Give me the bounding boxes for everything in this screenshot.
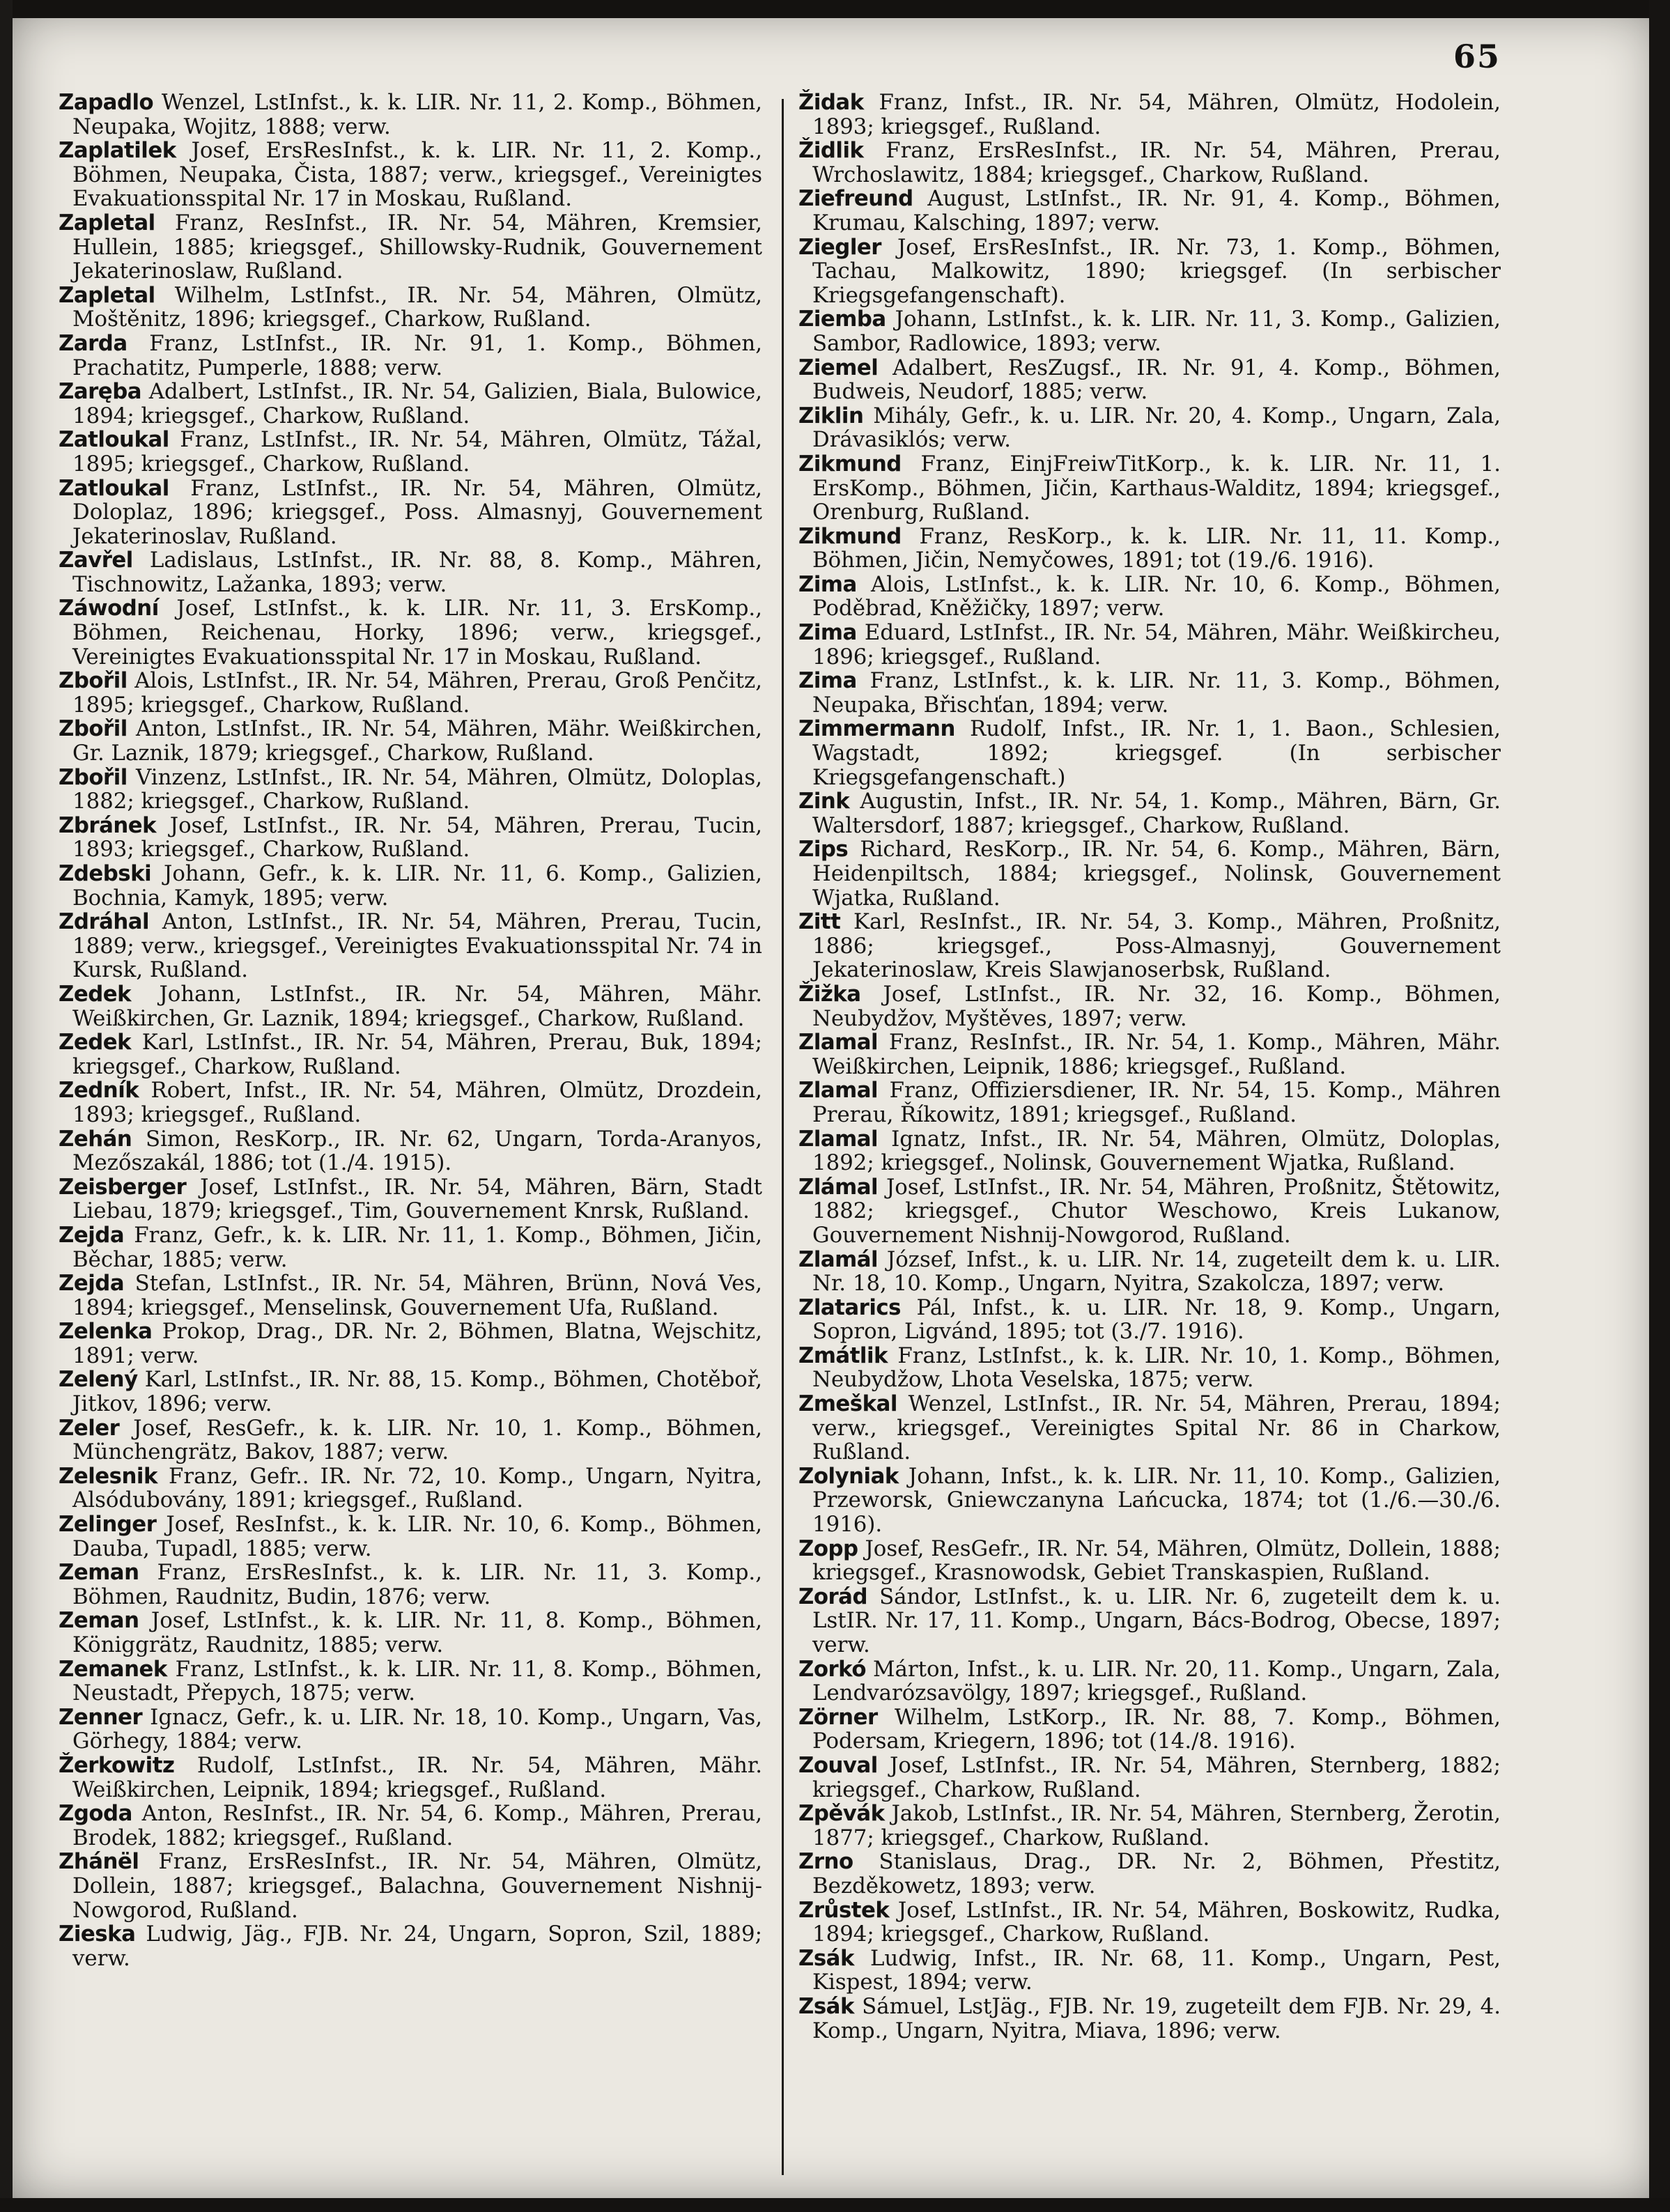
entry-surname: Zsák [798, 1993, 854, 2019]
entry-details: Wenzel, LstInfst., IR. Nr. 54, Mähren, Prerau, 1894; verw., kriegsgef., Vereinigtes Spital Nr. 86 in Charkow, Rußland. [812, 1391, 1501, 1465]
register-entry [798, 1248, 1501, 1296]
entry-surname: Zima [798, 668, 857, 694]
register-entry [59, 1561, 762, 1609]
register-entry [59, 717, 762, 765]
entry-details: Anton, ResInfst., IR. Nr. 54, 6. Komp., Mähren, Prerau, Brodek, 1882; kriegsgef., Rußland. [72, 1801, 763, 1850]
entry-details: Prokop, Drag., DR. Nr. 2, Böhmen, Blatna, Wejschitz, 1891; verw. [72, 1319, 762, 1368]
entry-surname: Ziefreund [798, 186, 913, 212]
register-entry [798, 1464, 1501, 1537]
column-divider [782, 99, 784, 2175]
entry-surname: Zlatarics [798, 1294, 902, 1320]
register-entry [798, 525, 1501, 573]
register-entry [798, 187, 1501, 235]
entry-surname: Zemanek [59, 1656, 167, 1682]
entry-details: Richard, ResKorp., IR. Nr. 54, 6. Komp., Mähren, Bärn, Heidenpiltsch, 1884; kriegsgef., Nolinsk, Gouvernement Wjatka, Rußland. [812, 837, 1501, 911]
register-entry [59, 1271, 762, 1320]
entry-surname: Zaplatilek [59, 138, 176, 164]
register-entry [59, 1754, 762, 1802]
entry-surname: Zeman [59, 1608, 139, 1634]
entry-surname: Zink [798, 789, 850, 814]
register-entry [59, 91, 762, 139]
entry-details: Franz, Offiziersdiener, IR. Nr. 54, 15. Komp., Mähren Prerau, Říkowitz, 1891; kriegsgef., Rußland. [812, 1078, 1501, 1127]
register-entry [798, 1802, 1501, 1850]
register-entry [798, 356, 1501, 404]
entry-details: Karl, LstInfst., IR. Nr. 54, Mähren, Prerau, Buk, 1894; kriegsgef., Charkow, Rußland. [72, 1030, 763, 1079]
entry-details: Alois, LstInfst., k. k. LIR. Nr. 10, 6. Komp., Böhmen, Poděbrad, Kněžičky, 1897; verw. [812, 571, 1501, 621]
entry-surname: Žerkowitz [59, 1752, 175, 1778]
entry-surname: Zelesnik [59, 1463, 157, 1489]
entry-details: Franz, Infst., IR. Nr. 54, Mähren, Olmütz, Hodolein, 1893; kriegsgef., Rußland. [812, 90, 1501, 139]
entry-surname: Zrůstek [798, 1897, 890, 1923]
entry-surname: Zolyniak [798, 1463, 899, 1489]
entry-surname: Ziegler [798, 234, 881, 260]
entry-surname: Zlamal [798, 1030, 879, 1055]
register-entry [59, 1464, 762, 1513]
entry-details: Josef, LstInfst., IR. Nr. 54, Mähren, Sternberg, 1882; kriegsgef., Charkow, Rußland. [812, 1752, 1501, 1802]
register-entry [798, 837, 1501, 910]
register-entry [798, 1585, 1501, 1657]
entry-surname: Zikmund [798, 451, 902, 477]
register-entry [59, 380, 762, 428]
register-entry [798, 910, 1501, 982]
entry-details: Josef, ErsResInfst., k. k. LIR. Nr. 11, 2. Komp., Böhmen, Neupaka, Čista, 1887; verw., kriegsgef., Vereinigtes Evakuationsspital Nr. 17 in Moskau, Rußland. [72, 138, 763, 212]
register-entry [798, 235, 1501, 308]
entry-surname: Zlámal [798, 1174, 879, 1200]
register-entry [59, 332, 762, 380]
register-entry [59, 1802, 762, 1850]
register-entry [798, 621, 1501, 669]
register-entry [798, 452, 1501, 525]
register-entry [798, 1947, 1501, 1995]
entry-surname: Zörner [798, 1704, 878, 1730]
entry-details: Karl, LstInfst., IR. Nr. 88, 15. Komp., Böhmen, Chotěboř, Jitkov, 1896; verw. [72, 1367, 762, 1417]
entry-details: Wilhelm, LstInfst., IR. Nr. 54, Mähren, Olmütz, Moštěnitz, 1896; kriegsgef., Charkow, Rußland. [72, 282, 762, 332]
register-entry [59, 1223, 762, 1271]
register-entry [798, 982, 1501, 1030]
entry-details: August, LstInfst., IR. Nr. 91, 4. Komp., Böhmen, Krumau, Kalsching, 1897; verw. [812, 186, 1501, 235]
entry-details: Rudolf, Infst., IR. Nr. 1, 1. Baon., Schlesien, Wagstadt, 1892; kriegsgef. (In serbischer Kriegsgefangenschaft.) [812, 716, 1501, 790]
register-entry [798, 717, 1501, 789]
entry-details: Franz, LstInfst., k. k. LIR. Nr. 11, 8. Komp., Böhmen, Neustadt, Přepych, 1875; verw. [72, 1656, 762, 1706]
entry-surname: Ziemba [798, 307, 886, 332]
entry-details: Josef, ErsResInfst., IR. Nr. 73, 1. Komp., Böhmen, Tachau, Malkowitz, 1890; kriegsgef. (In serbischer Kriegsgefangenschaft). [812, 234, 1501, 308]
entry-details: Stanislaus, Drag., DR. Nr. 2, Böhmen, Přestitz, Bezděkowetz, 1893; verw. [812, 1849, 1501, 1898]
entry-surname: Zhánël [59, 1849, 139, 1875]
entry-details: Robert, Infst., IR. Nr. 54, Mähren, Olmütz, Drozdein, 1893; kriegsgef., Rußland. [72, 1078, 762, 1127]
entry-surname: Zarda [59, 330, 127, 356]
right-column [798, 91, 1501, 2043]
entry-details: Franz, LstInfst., IR. Nr. 91, 1. Komp., Böhmen, Prachatitz, Pumperle, 1888; verw. [72, 330, 762, 380]
entry-details: Franz, LstInfst., k. k. LIR. Nr. 10, 1. Komp., Böhmen, Neubydžow, Lhota Veselska, 1875; verw. [812, 1343, 1501, 1393]
register-entry [798, 1392, 1501, 1464]
register-entry [798, 789, 1501, 837]
register-entry [59, 139, 762, 211]
entry-surname: Zapadlo [59, 90, 154, 115]
entry-surname: Zrno [798, 1849, 853, 1875]
entry-surname: Zima [798, 571, 857, 597]
entry-details: Johann, LstInfst., IR. Nr. 54, Mähren, Mähr. Weißkirchen, Gr. Laznik, 1894; kriegsgef., Charkow, Rußland. [72, 981, 762, 1031]
register-entry [59, 766, 762, 814]
entry-surname: Zapletal [59, 282, 155, 308]
entry-details: Franz, Gefr., k. k. LIR. Nr. 11, 1. Komp., Böhmen, Jičin, Běchar, 1885; verw. [72, 1222, 762, 1272]
entry-details: József, Infst., k. u. LIR. Nr. 14, zugeteilt dem k. u. LIR. Nr. 18, 10. Komp., Ungarn, Nyitra, Szakolcza, 1897; verw. [812, 1246, 1501, 1297]
entry-surname: Zatloukal [59, 475, 169, 501]
register-entry [59, 1078, 762, 1127]
entry-surname: Zpěvák [798, 1801, 885, 1827]
entry-details: Anton, LstInfst., IR. Nr. 54, Mähren, Mähr. Weißkirchen, Gr. Laznik, 1879; kriegsgef., Charkow, Rußland. [72, 716, 762, 766]
entry-details: Franz, Gefr.. IR. Nr. 72, 10. Komp., Ungarn, Nyitra, Alsódubovány, 1891; kriegsgef., Rußland. [72, 1463, 762, 1513]
register-entry [798, 573, 1501, 621]
register-entry [59, 1657, 762, 1706]
entry-surname: Zehán [59, 1126, 132, 1152]
register-entry [59, 1320, 762, 1368]
scan-edge-left [0, 0, 13, 2212]
entry-surname: Zedek [59, 1030, 132, 1055]
register-entry [59, 1513, 762, 1561]
register-entry [59, 477, 762, 549]
register-entry [59, 1368, 762, 1416]
entry-surname: Zmátlik [798, 1343, 888, 1368]
entry-surname: Zelinger [59, 1512, 157, 1538]
register-entry [798, 1078, 1501, 1127]
register-entry [59, 1922, 762, 1970]
register-entry [59, 1850, 762, 1922]
entry-details: Johann, Gefr., k. k. LIR. Nr. 11, 6. Komp., Galizien, Bochnia, Kamyk, 1895; verw. [72, 861, 762, 911]
entry-details: Josef, LstInfst., k. k. LIR. Nr. 11, 8. Komp., Böhmen, Königgrätz, Raudnitz, 1885; verw. [72, 1608, 762, 1657]
entry-details: Josef, ResGefr., IR. Nr. 54, Mähren, Olmütz, Dollein, 1888; kriegsgef., Krasnowodsk, Gebiet Transkaspien, Rußland. [812, 1536, 1501, 1586]
left-column [59, 91, 762, 1970]
entry-details: Ludwig, Jäg., FJB. Nr. 24, Ungarn, Sopron, Szil, 1889; verw. [72, 1921, 762, 1971]
entry-surname: Zgoda [59, 1801, 132, 1827]
register-entry [59, 548, 762, 596]
entry-details: Franz, LstInfst., IR. Nr. 54, Mähren, Olmütz, Doloplaz, 1896; kriegsgef., Poss. Almasnyj, Gouvernement Jekaterinoslav, Rußland. [72, 475, 762, 549]
entry-details: Franz, ErsResInfst., IR. Nr. 54, Mähren, Prerau, Wrchoslawitz, 1884; kriegsgef., Charkow, Rußland. [812, 138, 1501, 187]
entry-details: Adalbert, LstInfst., IR. Nr. 54, Galizien, Biala, Bulowice, 1894; kriegsgef., Charkow, Rußland. [72, 379, 762, 428]
entry-surname: Zenner [59, 1704, 143, 1730]
register-entry [59, 1175, 762, 1223]
entry-details: Franz, EinjFreiwTitKorp., k. k. LIR. Nr. 11, 1. ErsKomp., Böhmen, Jičin, Karthaus-Walditz, 1894; kriegsgef., Orenburg, Rußland. [812, 451, 1501, 525]
entry-details: Vinzenz, LstInfst., IR. Nr. 54, Mähren, Olmütz, Doloplas, 1882; kriegsgef., Charkow, Rußland. [72, 764, 762, 814]
entry-surname: Zmeškal [798, 1391, 897, 1417]
entry-surname: Židlik [798, 138, 864, 164]
entry-surname: Zbořil [59, 668, 127, 694]
entry-surname: Zaręba [59, 379, 142, 405]
entry-surname: Zopp [798, 1536, 858, 1561]
register-entry [59, 1706, 762, 1754]
entry-surname: Židak [798, 90, 864, 115]
register-entry [798, 1296, 1501, 1344]
entry-details: Franz, LstInfst., IR. Nr. 54, Mähren, Olmütz, Tážal, 1895; kriegsgef., Charkow, Rußland. [72, 427, 762, 477]
entry-details: Sándor, LstInfst., k. u. LIR. Nr. 6, zugeteilt dem k. u. LstIR. Nr. 17, 11. Komp., Ungarn, Bács-Bodrog, Obecse, 1897; verw. [812, 1584, 1501, 1657]
entry-details: Alois, LstInfst., IR. Nr. 54, Mähren, Prerau, Groß Penčitz, 1895; kriegsgef., Charkow, Rußland. [72, 668, 762, 718]
register-entry [59, 211, 762, 284]
entry-details: Mihály, Gefr., k. u. LIR. Nr. 20, 4. Komp., Ungarn, Zala, Drávasiklós; verw. [812, 403, 1501, 453]
entry-details: Wenzel, LstInfst., k. k. LIR. Nr. 11, 2. Komp., Böhmen, Neupaka, Wojitz, 1888; verw. [72, 90, 762, 139]
register-entry [798, 1754, 1501, 1802]
entry-details: Josef, ResGefr., k. k. LIR. Nr. 10, 1. Komp., Böhmen, Münchengrätz, Bakov, 1887; verw. [72, 1415, 762, 1465]
entry-details: Josef, LstInfst., IR. Nr. 54, Mähren, Bärn, Stadt Liebau, 1879; kriegsgef., Tim, Gouvernement Knrsk, Rußland. [72, 1174, 762, 1224]
register-entry [59, 428, 762, 476]
entry-surname: Zejda [59, 1222, 125, 1248]
register-entry [798, 1657, 1501, 1706]
register-entry [59, 862, 762, 910]
entry-surname: Zapletal [59, 210, 155, 235]
register-entry [59, 814, 762, 862]
entry-details: Rudolf, LstInfst., IR. Nr. 54, Mähren, Mähr. Weißkirchen, Leipnik, 1894; kriegsgef., Rußland. [72, 1752, 762, 1802]
entry-surname: Zdebski [59, 861, 152, 886]
entry-details: Ladislaus, LstInfst., IR. Nr. 88, 8. Komp., Mähren, Tischnowitz, Lažanka, 1893; verw. [72, 548, 762, 597]
page-number: 65 [1453, 38, 1501, 75]
entry-details: Simon, ResKorp., IR. Nr. 62, Ungarn, Torda-Aranyos, Mezőszakál, 1886; tot (1./4. 1915). [72, 1126, 762, 1176]
entry-details: Josef, LstInfst., IR. Nr. 32, 16. Komp., Böhmen, Neubydžov, Myštěves, 1897; verw. [812, 981, 1501, 1031]
entry-details: Josef, LstInfst., k. k. LIR. Nr. 11, 3. ErsKomp., Böhmen, Reichenau, Horky, 1896; verw., kriegsgef., Vereinigtes Evakuationsspital Nr. 17 in Moskau, Rußland. [72, 596, 762, 670]
entry-details: Josef, LstInfst., IR. Nr. 54, Mähren, Prerau, Tucin, 1893; kriegsgef., Charkow, Rußland. [72, 812, 762, 863]
entry-surname: Zavřel [59, 548, 133, 573]
scan-edge-bottom [0, 2198, 1670, 2212]
register-entry [59, 1609, 762, 1657]
entry-details: Franz, ResInfst., IR. Nr. 54, 1. Komp., Mähren, Mähr. Weißkirchen, Leipnik, 1886; kriegsgef., Rußland. [812, 1030, 1501, 1079]
register-entry [798, 669, 1501, 717]
entry-surname: Zima [798, 620, 857, 646]
register-entry [798, 1537, 1501, 1585]
register-entry [798, 139, 1501, 187]
entry-surname: Zlamal [798, 1078, 879, 1104]
register-entry [59, 910, 762, 982]
entry-details: Eduard, LstInfst., IR. Nr. 54, Mähren, Mähr. Weißkircheu, 1896; kriegsgef., Rußland. [812, 620, 1501, 670]
register-entry [798, 1706, 1501, 1754]
entry-surname: Zbořil [59, 716, 127, 742]
entry-details: Johann, Infst., k. k. LIR. Nr. 11, 10. Komp., Galizien, Przeworsk, Gniewczanyna Lańcucka, 1874; tot (1./6.—30./6. 1916). [812, 1463, 1501, 1538]
entry-surname: Zejda [59, 1271, 125, 1297]
entry-surname: Zeler [59, 1415, 120, 1441]
entry-details: Ludwig, Infst., IR. Nr. 68, 11. Komp., Ungarn, Pest, Kispest, 1894; verw. [812, 1945, 1501, 1995]
scan-edge-right [1649, 0, 1670, 2212]
entry-details: Franz, LstInfst., k. k. LIR. Nr. 11, 3. Komp., Böhmen, Neupaka, Břischťan, 1894; verw. [812, 668, 1501, 718]
register-entry [798, 1030, 1501, 1078]
register-entry [798, 1127, 1501, 1175]
register-entry [798, 1850, 1501, 1898]
entry-surname: Zedník [59, 1078, 139, 1104]
register-entry [798, 1344, 1501, 1392]
entry-surname: Zikmund [798, 523, 902, 549]
entry-surname: Zouval [798, 1752, 878, 1778]
register-entry [59, 284, 762, 332]
entry-surname: Zelený [59, 1367, 138, 1393]
entry-details: Ignatz, Infst., IR. Nr. 54, Mähren, Olmütz, Doloplas, 1892; kriegsgef., Nolinsk, Gouvernement Wjatka, Rußland. [812, 1126, 1501, 1176]
entry-details: Josef, LstInfst., IR. Nr. 54, Mähren, Boskowitz, Rudka, 1894; kriegsgef., Charkow, Rußland. [812, 1897, 1501, 1947]
entry-surname: Zedek [59, 981, 132, 1007]
register-entry [59, 982, 762, 1030]
scan-edge-top [0, 0, 1670, 18]
register-entry [798, 1175, 1501, 1248]
entry-details: Márton, Infst., k. u. LIR. Nr. 20, 11. Komp., Ungarn, Zala, Lendvarózsavölgy, 1897; kriegsgef., Rußland. [812, 1656, 1501, 1706]
register-entry [59, 1030, 762, 1078]
entry-surname: Zlamal [798, 1126, 879, 1152]
entry-surname: Zbořil [59, 764, 127, 790]
entry-details: Josef, LstInfst., IR. Nr. 54, Mähren, Proßnitz, Štětowitz, 1882; kriegsgef., Chutor Weschowo, Kreis Lukanow, Gouvernement Nishnij-Nowgorod, Rußland. [812, 1174, 1501, 1248]
entry-details: Augustin, Infst., IR. Nr. 54, 1. Komp., Mähren, Bärn, Gr. Waltersdorf, 1887; kriegsgef., Charkow, Rußland. [812, 789, 1501, 838]
entry-details: Stefan, LstInfst., IR. Nr. 54, Mähren, Brünn, Nová Ves, 1894; kriegsgef., Menselinsk, Gouvernement Ufa, Rußland. [72, 1271, 763, 1320]
entry-surname: Zsák [798, 1945, 854, 1971]
entry-surname: Zelenka [59, 1319, 153, 1345]
entry-surname: Záwodní [59, 596, 159, 621]
entry-surname: Ziklin [798, 403, 864, 428]
entry-surname: Zitt [798, 909, 841, 935]
entry-details: Josef, ResInfst., k. k. LIR. Nr. 10, 6. Komp., Böhmen, Dauba, Tupadl, 1885; verw. [72, 1512, 763, 1561]
entry-details: Adalbert, ResZugsf., IR. Nr. 91, 4. Komp., Böhmen, Budweis, Neudorf, 1885; verw. [812, 355, 1501, 405]
entry-details: Ignacz, Gefr., k. u. LIR. Nr. 18, 10. Komp., Ungarn, Vas, Görhegy, 1884; verw. [72, 1704, 762, 1754]
entry-details: Anton, LstInfst., IR. Nr. 54, Mähren, Prerau, Tucin, 1889; verw., kriegsgef., Vereinigtes Evakuationsspital Nr. 74 in Kursk, Rußland. [72, 909, 763, 983]
entry-details: Franz, ErsResInfst., IR. Nr. 54, Mähren, Olmütz, Dollein, 1887; kriegsgef., Balachna, Gouvernement Nishnij-Nowgorod, Rußland. [72, 1849, 762, 1923]
entry-details: Jakob, LstInfst., IR. Nr. 54, Mähren, Sternberg, Žerotin, 1877; kriegsgef., Charkow, Rußland. [812, 1801, 1501, 1850]
entry-details: Sámuel, LstJäg., FJB. Nr. 19, zugeteilt dem FJB. Nr. 29, 4. Komp., Ungarn, Nyitra, Miava, 1896; verw. [812, 1993, 1501, 2043]
entry-surname: Zieska [59, 1921, 136, 1947]
entry-surname: Zbránek [59, 812, 157, 838]
entry-details: Wilhelm, LstKorp., IR. Nr. 88, 7. Komp., Böhmen, Podersam, Kriegern, 1896; tot (14./8. 1916). [812, 1704, 1501, 1754]
entry-surname: Zeisberger [59, 1174, 187, 1200]
entry-surname: Zatloukal [59, 427, 169, 453]
entry-surname: Zips [798, 837, 849, 863]
entry-surname: Zdráhal [59, 909, 150, 935]
entry-surname: Zeman [59, 1560, 139, 1586]
entry-details: Karl, ResInfst., IR. Nr. 54, 3. Komp., Mähren, Proßnitz, 1886; kriegsgef., Poss-Almasnyj, Gouvernement Jekaterinoslaw, Kreis Slawjanoserbsk, Rußland. [812, 909, 1501, 983]
entry-surname: Žižka [798, 981, 861, 1007]
register-entry [798, 307, 1501, 355]
register-entry [798, 1898, 1501, 1947]
entry-details: Pál, Infst., k. u. LIR. Nr. 18, 9. Komp., Ungarn, Sopron, Ligvánd, 1895; tot (3./7. 1916). [812, 1294, 1501, 1345]
entry-details: Franz, ResKorp., k. k. LIR. Nr. 11, 11. Komp., Böhmen, Jičin, Nemyčowes, 1891; tot (19./6. 1916). [812, 523, 1501, 573]
entry-surname: Zimmermann [798, 716, 955, 742]
entry-surname: Zorkó [798, 1656, 866, 1682]
entry-details: Franz, ResInfst., IR. Nr. 54, Mähren, Kremsier, Hullein, 1885; kriegsgef., Shillowsky-Rudnik, Gouvernement Jekaterinoslaw, Rußland. [72, 210, 763, 284]
register-entry [59, 1416, 762, 1464]
entry-surname: Zlamál [798, 1246, 879, 1272]
entry-surname: Ziemel [798, 355, 879, 380]
register-entry [798, 91, 1501, 139]
register-entry [59, 596, 762, 669]
register-entry [798, 404, 1501, 452]
register-entry [59, 669, 762, 717]
entry-details: Franz, ErsResInfst., k. k. LIR. Nr. 11, 3. Komp., Böhmen, Raudnitz, Budin, 1876; verw. [72, 1560, 762, 1609]
entry-details: Johann, LstInfst., k. k. LIR. Nr. 11, 3. Komp., Galizien, Sambor, Radlowice, 1893; verw. [812, 307, 1501, 356]
register-entry [798, 1995, 1501, 2043]
register-entry [59, 1127, 762, 1175]
entry-surname: Zorád [798, 1584, 868, 1609]
